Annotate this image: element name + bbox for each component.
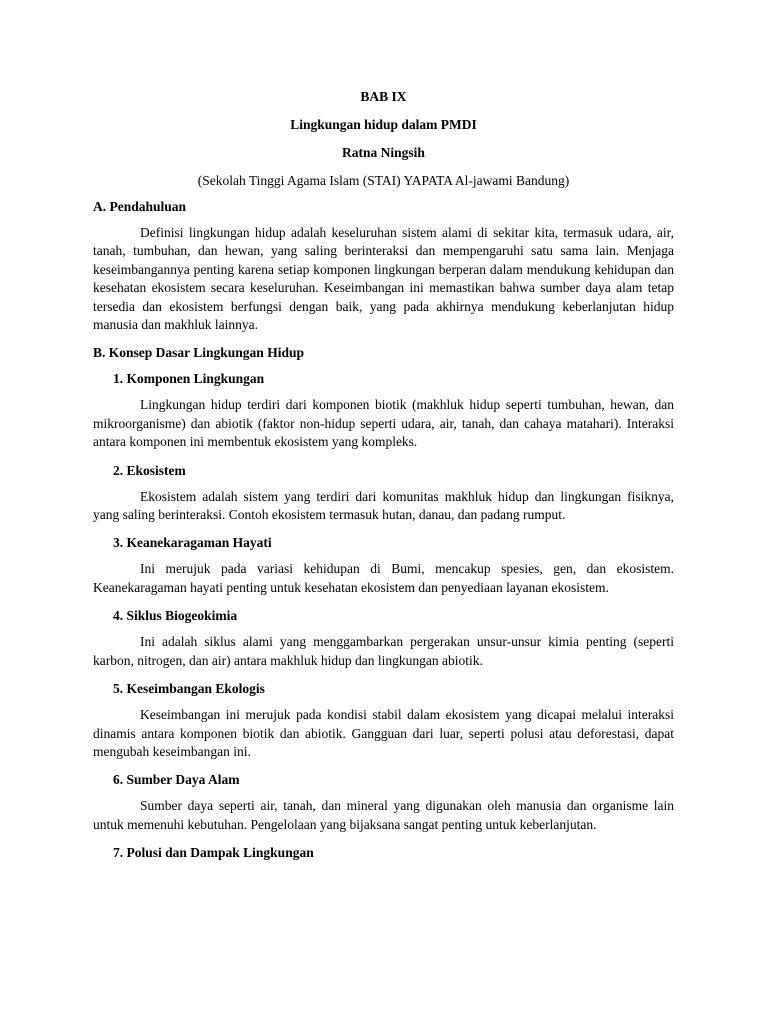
subsection-paragraph-keseimbangan: Keseimbangan ini merujuk pada kondisi stabil dalam ekosistem yang dicapai melalui interaksi dinamis antara komponen biotik dan abiotik. Gangguan dari luar, seperti polusi atau deforestasi, dapat mengubah keseimbangan ini. <box>93 707 674 759</box>
section-b-heading: B. Konsep Dasar Lingkungan Hidup <box>93 345 304 361</box>
chapter-label: BAB IX <box>360 89 407 104</box>
subsection-heading-sumber-daya: 6. Sumber Daya Alam <box>113 772 240 788</box>
subsection-heading-polusi: 7. Polusi dan Dampak Lingkungan <box>113 845 314 861</box>
section-a-paragraph: Definisi lingkungan hidup adalah keseluruhan sistem alami di sekitar kita, termasuk udara, air, tanah, tumbuhan, dan hewan, yang saling berinteraksi dan mempengaruhi satu sama lain. Menjaga keseimbangannya penting karena setiap komponen lingkungan berperan dalam mendukung kehidupan dan kesehatan ekosistem secara keseluruhan. Keseimbangan ini memastikan bahwa sumber daya alam tetap tersedia dan ekosistem berfungsi dengan baik, yang pada akhirnya mendukung keberlanjutan hidup manusia dan makhluk lainnya. <box>93 225 674 333</box>
subsection-heading-keanekaragaman: 3. Keanekaragaman Hayati <box>113 535 272 551</box>
subsection-paragraph-siklus: Ini adalah siklus alami yang menggambarkan pergerakan unsur-unsur kimia penting (seperti karbon, nitrogen, dan air) antara makhluk hidup dan lingkungan abiotik. <box>93 634 674 668</box>
subsection-heading-keseimbangan: 5. Keseimbangan Ekologis <box>113 681 265 697</box>
subsection-heading-ekosistem: 2. Ekosistem <box>113 462 186 478</box>
author-affiliation: (Sekolah Tinggi Agama Islam (STAI) YAPATA Al-jawami Bandung) <box>197 173 570 188</box>
subsection-paragraph-ekosistem: Ekosistem adalah sistem yang terdiri dari komunitas makhluk hidup dan lingkungan fisiknya, yang saling berinteraksi. Contoh ekosistem termasuk hutan, danau, dan padang rumput. <box>93 488 674 523</box>
subsection-paragraph-sumber-daya: Sumber daya seperti air, tanah, dan mineral yang digunakan oleh manusia dan organisme lain untuk memenuhi kebutuhan. Pengelolaan yang bijaksana sangat penting untuk keberlanjutan. <box>93 798 674 832</box>
author-name: Ratna Ningsih <box>342 145 425 160</box>
document-title: Lingkungan hidup dalam PMDI <box>290 117 477 132</box>
subsection-heading-komponen: 1. Komponen Lingkungan <box>113 371 265 387</box>
subsection-paragraph-keanekaragaman: Ini merujuk pada variasi kehidupan di Bumi, mencakup spesies, gen, dan ekosistem. Keanekaragaman hayati penting untuk kesehatan ekosistem dan penyediaan layanan ekosistem. <box>93 561 674 595</box>
subsection-paragraph-komponen: Lingkungan hidup terdiri dari komponen biotik (makhluk hidup seperti tumbuhan, hewan, dan mikroorganisme) dan abiotik (faktor non-hidup seperti udara, air, tanah, dan cahaya matahari). Interaksi antara komponen ini membentuk ekosistem yang kompleks. <box>93 397 674 450</box>
subsection-heading-siklus: 4. Siklus Biogeokimia <box>113 608 238 624</box>
section-a-heading: A. Pendahuluan <box>93 199 187 214</box>
document-content <box>93 88 674 870</box>
